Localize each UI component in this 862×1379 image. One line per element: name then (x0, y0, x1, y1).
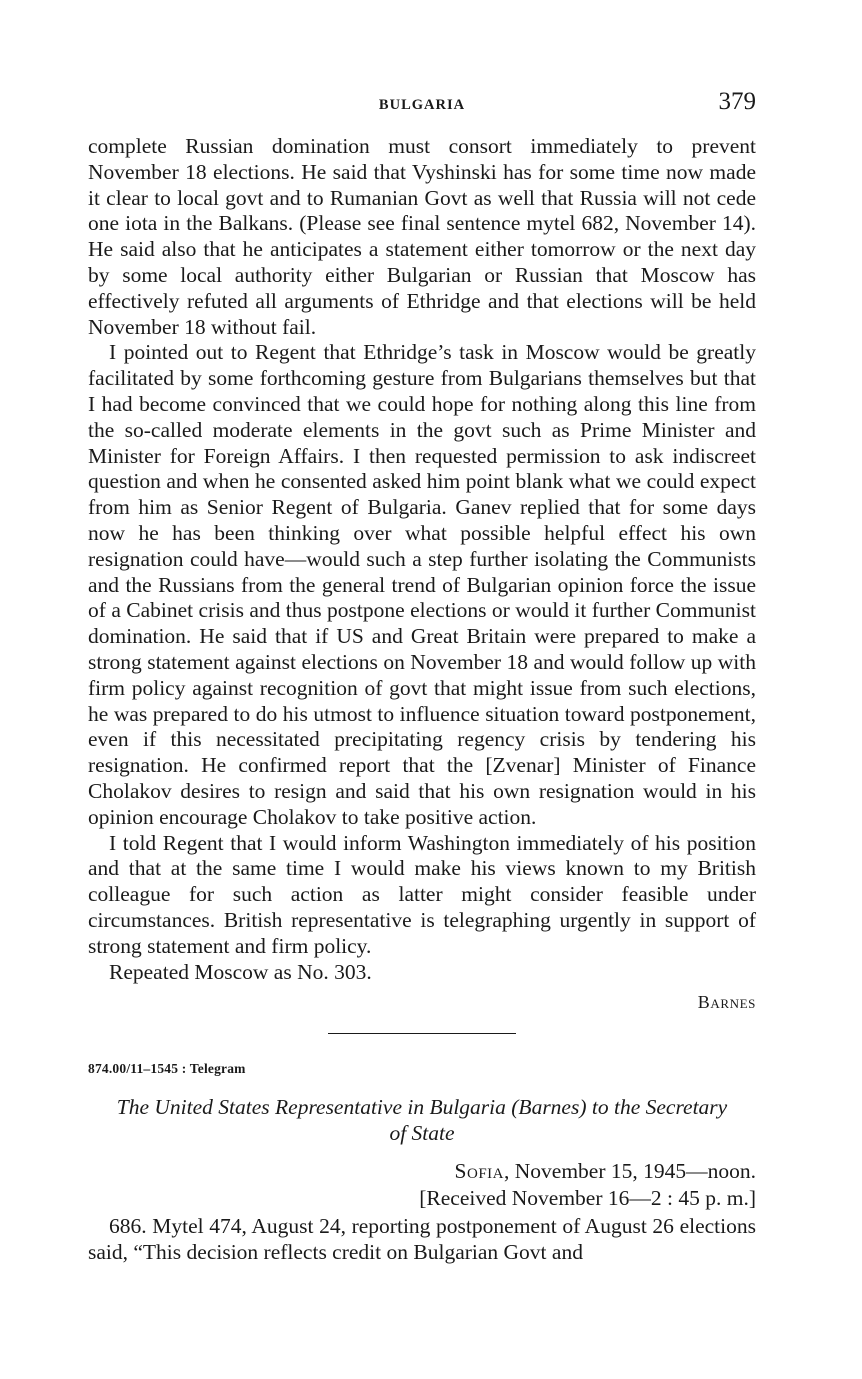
dateline-received: [Received November 16—2 : 45 p. m.] (419, 1185, 756, 1210)
document-reference: 874.00/11–1545 : Telegram (88, 1061, 246, 1077)
paragraph-continued: complete Russian domination must consort immediately to prevent November 18 elections. He said that Vyshinski has for some time now made it clear to local govt and to Rumanian Govt as well that Russia will not cede one iota in the Balkans. (Please see final sentence mytel 682, November 14). He said also that he anticipates a statement either tomorrow or the next day by some local authority either Bulgarian or Russian that Moscow has effectively refuted all arguments of Ethridge and that elections will be held November 18 without fail. (88, 134, 756, 339)
paragraph-regent-conversation: I pointed out to Regent that Ethridge’s task in Moscow would be greatly facilitated by some forthcoming gesture from Bulgarians themselves but that I had become convinced that we could hope for nothing along this line from the so-called moderate elements in the govt such as Prime Minister and Minister for Foreign Affairs. I then requested permission to ask indiscreet question and when he consented asked him point blank what we could expect from him as Senior Regent of Bulgaria. Ganev replied that for some days now he has been thinking over what possible helpful effect his own resignation could have—would such a step further isolating the Communists and the Russians from the general trend of Bulgarian opinion force the issue of a Cabinet crisis and thus postpone elections or would it further Communist domination. He said that if US and Great Britain were prepared to make a strong statement against elections on November 18 and would follow up with firm policy against recognition of govt that might issue from such elections, he was prepared to do his utmost to influence situation toward postponement, even if this necessitated precipitating regency crisis by tendering his resignation. He confirmed report that the [Zvenar] Minister of Finance Cholakov desires to resign and said that his own resignation would in his opinion encourage Cholakov to take positive action. (88, 340, 756, 829)
page-number: 379 (718, 88, 756, 115)
paragraph-telegram-686: 686. Mytel 474, August 24, reporting postponement of August 26 elections said, “This decision reflects credit on Bulgarian Govt and (88, 1213, 756, 1264)
dateline-sent (88, 1158, 756, 1185)
signature: Barnes (697, 992, 756, 1013)
document-title: The United States Representative in Bulgaria (Barnes) to the Secretary of State (116, 1094, 728, 1145)
paragraph-repeated: Repeated Moscow as No. 303. (109, 959, 372, 984)
running-title: BULGARIA (378, 97, 466, 113)
section-divider (328, 1033, 516, 1034)
dateline-date: , November 15, 1945—noon. (504, 1158, 756, 1183)
paragraph-inform-washington: I told Regent that I would inform Washington immediately of his position and that at the same time I would make his views known to my British colleague for such action as latter might consider feasible under circumstances. British representative is telegraphing urgently in support of strong statement and firm policy. (88, 830, 756, 958)
dateline-city: Sofia (454, 1158, 504, 1183)
running-head (88, 88, 756, 122)
dateline (88, 1158, 756, 1212)
page-body (88, 134, 756, 1265)
